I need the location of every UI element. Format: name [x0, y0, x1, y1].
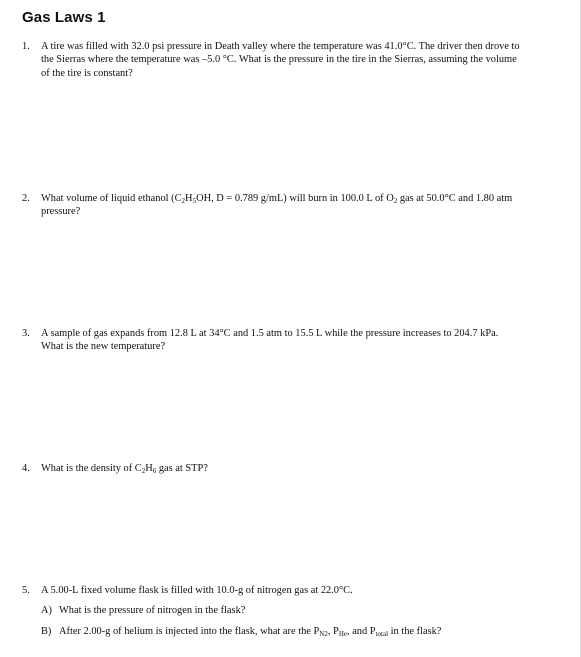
question-number: 4.	[22, 463, 30, 474]
text-segment: H	[145, 463, 153, 474]
question-number: 1.	[22, 41, 30, 52]
subscript: N2	[319, 630, 328, 638]
part-label: A)	[41, 605, 52, 616]
text-segment: After 2.00-g of helium is injected into the flask, what are the P	[59, 626, 320, 637]
text-segment: gas at STP?	[156, 463, 208, 474]
question-1	[22, 40, 522, 80]
subscript: 2	[141, 467, 146, 475]
question-text: A sample of gas expands from 12.8 L at 34°C and 1.5 atm to 15.5 L while the pressure increases to 204.7 kPa. What is the new temperature?	[41, 328, 499, 353]
subscript: total	[375, 630, 389, 638]
text-segment: , P	[327, 626, 339, 637]
text-segment: What is the density of C	[41, 463, 142, 474]
text-segment: gas at 50.0°C and 1.80 atm pressure?	[41, 193, 513, 218]
question-4	[22, 462, 522, 475]
text-segment: H	[185, 193, 193, 204]
subscript: He	[338, 630, 347, 638]
question-number: 3.	[22, 328, 30, 339]
subscript: 6	[152, 467, 157, 475]
subscript: 2	[393, 197, 398, 205]
subscript: 2	[181, 197, 186, 205]
question-5-part-a	[41, 604, 541, 617]
part-label: B)	[41, 626, 52, 637]
text-segment: in the flask?	[388, 626, 442, 637]
question-number: 2.	[22, 193, 30, 204]
text-segment: OH, D = 0.789 g/mL) will burn in 100.0 L of O	[196, 193, 394, 204]
question-number: 5.	[22, 585, 30, 596]
text-segment: , and P	[347, 626, 376, 637]
question-text: A tire was filled with 32.0 psi pressure in Death valley where the temperature was 41.0°C. The driver then drove to the Sierras where the temperature was –5.0 °C. What is the pressure in the tire in the Sierras, assuming the volume of the tire is constant?	[41, 41, 520, 79]
question-5	[22, 584, 522, 597]
question-text	[41, 462, 522, 475]
text-segment: What volume of liquid ethanol (C	[41, 193, 182, 204]
page-title: Gas Laws 1	[22, 9, 106, 26]
question-5-part-b	[41, 625, 541, 638]
question-text: A 5.00-L fixed volume flask is filled with 10.0-g of nitrogen gas at 22.0°C.	[41, 585, 353, 596]
question-text	[41, 192, 522, 219]
part-text: What is the pressure of nitrogen in the flask?	[59, 605, 246, 616]
question-3	[22, 327, 522, 354]
question-2	[22, 192, 522, 219]
subscript: 5	[192, 197, 197, 205]
